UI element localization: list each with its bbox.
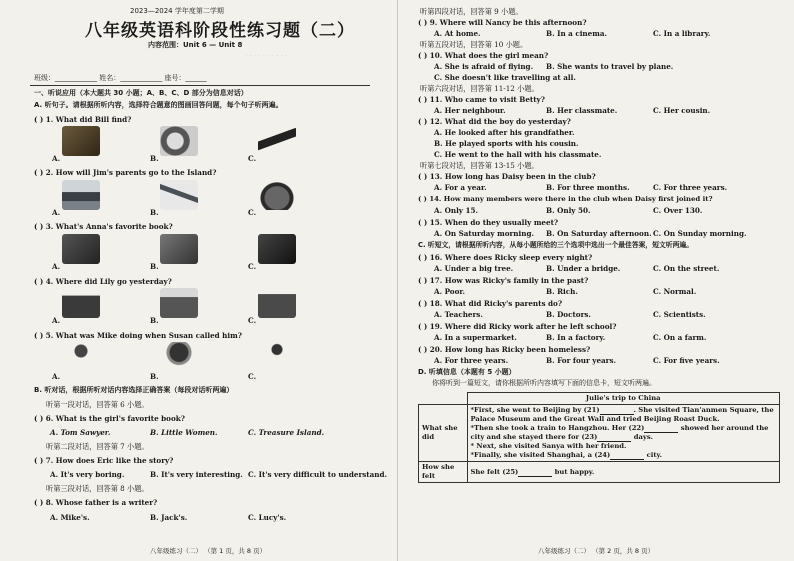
school-year: 2023—2024 学年度第二学期	[130, 7, 224, 15]
q1-option-a: A.	[52, 154, 61, 163]
q7-option-b: B. It's very interesting.	[150, 470, 243, 479]
q17-option-a: A. Poor.	[434, 287, 466, 296]
q19-option-a: A. In a supermarket.	[434, 333, 517, 342]
q8-option-b: B. Jack's.	[150, 513, 188, 522]
how-she-felt-cell: She felt (25) but happy.	[467, 462, 780, 483]
page-footer-left: 八年级练习（二） （第 1 页，共 8 页）	[150, 547, 267, 555]
page-title: 八年级英语科阶段性练习题（二）	[85, 21, 355, 41]
book-cover-a-image	[62, 234, 100, 264]
restaurant-image	[258, 288, 296, 318]
boy-reading-image	[160, 342, 198, 372]
question-8: ( ) 8. Whose father is a writer?	[34, 498, 158, 507]
bookstore-image	[62, 288, 100, 318]
question-1: ( ) 1. What did Bill find?	[34, 115, 132, 124]
q20-option-b: B. For four years.	[546, 356, 617, 365]
what-she-did-cell: *First, she went to Beijing by (21) . She visited Tian'anmen Square, the Palace Museum and the Great Wall and tried Beijing Roast Duck. *Then she took a train to Hangzhou. Her (22) showed her around the city and she stayed there for (23) days. * Next, she visited Sanya with her friend. *Finally, she visited Shanghai, a (24) city.	[467, 405, 780, 462]
gun-image	[258, 126, 296, 156]
header-rule	[30, 85, 370, 86]
bleed-through: . . . . . . . . . .	[245, 50, 288, 58]
dialog-1-instruction: 听第一段对话，回答第 6 小题。	[46, 400, 149, 409]
q10-option-a: A. She is afraid of flying.	[434, 62, 534, 71]
q15-option-a: A. On Saturday morning.	[434, 229, 535, 238]
q13-option-b: B. For three months.	[546, 183, 630, 192]
q4-option-c: C.	[248, 316, 257, 325]
question-15: ( ) 15. When do they usually meet?	[418, 218, 559, 227]
info-card-title: Julie's trip to China	[467, 393, 780, 405]
q2-option-c: C.	[248, 208, 257, 217]
page-right	[397, 0, 794, 561]
q18-option-b: B. Doctors.	[546, 310, 591, 319]
book-cover-b-image	[160, 234, 198, 264]
q10-option-c: C. She doesn't like travelling at all.	[434, 73, 576, 82]
q19-option-b: B. In a factory.	[546, 333, 606, 342]
q14-option-b: B. Only 50.	[546, 206, 591, 215]
question-3: ( ) 3. What's Anna's favorite book?	[34, 222, 173, 231]
question-10: ( ) 10. What does the girl mean?	[418, 51, 549, 60]
q9-option-c: C. In a library.	[653, 29, 711, 38]
plane-image	[160, 180, 198, 210]
question-12: ( ) 12. What did the boy do yesterday?	[418, 117, 571, 126]
row-label-what-she-did: What she did	[419, 405, 468, 462]
q11-option-b: B. Her classmate.	[546, 106, 618, 115]
q6-option-a: A. Tom Sawyer.	[50, 428, 111, 437]
boy-sleeping-image	[62, 342, 100, 372]
q12-option-a: A. He looked after his grandfather.	[434, 128, 575, 137]
blank-23[interactable]	[597, 434, 631, 442]
dialog-4-instruction: 听第四段对话，回答第 9 小题。	[420, 7, 523, 16]
q3-option-c: C.	[248, 262, 257, 271]
partA-title: A. 听句子。请根据所听内容，选择符合题意的图画回答问题，每个句子听两遍。	[34, 101, 283, 109]
partB-title: B. 听对话，根据所听对话内容选择正确答案（每段对话听两遍）	[34, 386, 234, 394]
boy-playing-image	[258, 342, 296, 372]
cd-discs-image	[160, 126, 198, 156]
section1-title: 一、听说应用（本大题共 30 小题；A、B、C、D 部分为信息对话）	[34, 89, 248, 97]
question-16: ( ) 16. Where does Ricky sleep every night?	[418, 253, 593, 262]
q3-option-a: A.	[52, 262, 61, 271]
q16-option-a: A. Under a big tree.	[434, 264, 514, 273]
page-footer-right: 八年级练习（二） （第 2 页，共 8 页）	[538, 547, 655, 555]
q15-option-c: C. On Sunday morning.	[653, 229, 747, 238]
q13-option-a: A. For a year.	[434, 183, 487, 192]
q7-option-c: C. It's very difficult to understand.	[248, 470, 388, 479]
q18-option-c: C. Scientists.	[653, 310, 706, 319]
movies-image	[160, 288, 198, 318]
q1-option-b: B.	[150, 154, 159, 163]
q19-option-c: C. On a farm.	[653, 333, 707, 342]
dialog-5-instruction: 听第五段对话，回答第 10 小题。	[420, 40, 528, 49]
q2-option-a: A.	[52, 208, 61, 217]
q14-option-a: A. Only 15.	[434, 206, 478, 215]
q3-option-b: B.	[150, 262, 159, 271]
question-4: ( ) 4. Where did Lily go yesterday?	[34, 277, 172, 286]
question-17: ( ) 17. How was Ricky's family in the past?	[418, 276, 589, 285]
q11-option-a: A. Her neighbour.	[434, 106, 506, 115]
q15-option-b: B. On Saturday afternoon.	[546, 229, 652, 238]
q9-option-b: B. In a cinema.	[546, 29, 607, 38]
q2-option-b: B.	[150, 208, 159, 217]
question-14: ( ) 14. How many members were there in the club when Daisy first joined it?	[418, 195, 713, 203]
q9-option-a: A. At home.	[434, 29, 481, 38]
partC-title: C. 听短文，请根据所听内容，从每小题所给的三个选项中选出一个最佳答案，短文听两遍。	[418, 241, 694, 249]
row-label-how-she-felt: How she felt	[419, 462, 468, 483]
q5-option-a: A.	[52, 372, 61, 381]
q13-option-c: C. For three years.	[653, 183, 728, 192]
q1-option-c: C.	[248, 154, 257, 163]
dialog-7-instruction: 听第七段对话，回答第 13-15 小题。	[420, 161, 539, 170]
q10-option-b: B. She wants to travel by plane.	[546, 62, 674, 71]
q7-option-a: A. It's very boring.	[50, 470, 125, 479]
dialog-2-instruction: 听第二段对话，回答第 7 小题。	[46, 442, 149, 451]
question-6: ( ) 6. What is the girl's favorite book?	[34, 414, 185, 423]
q12-option-b: B. He played sports with his cousin.	[434, 139, 579, 148]
question-2: ( ) 2. How will Jim's parents go to the Island?	[34, 168, 217, 177]
q11-option-c: C. Her cousin.	[653, 106, 711, 115]
question-13: ( ) 13. How long has Daisy been in the club?	[418, 172, 596, 181]
q17-option-b: B. Rich.	[546, 287, 578, 296]
content-scope: 内容范围：Unit 6 — Unit 8	[148, 41, 243, 49]
q20-option-a: A. For three years.	[434, 356, 509, 365]
q14-option-c: C. Over 130.	[653, 206, 703, 215]
question-18: ( ) 18. What did Ricky's parents do?	[418, 299, 563, 308]
info-card-table	[418, 392, 780, 483]
blank-24[interactable]	[610, 452, 644, 460]
q16-option-b: B. Under a bridge.	[546, 264, 621, 273]
blank-25[interactable]	[518, 469, 552, 477]
car-image	[258, 180, 296, 210]
book-cover-c-image	[258, 234, 296, 264]
question-11: ( ) 11. Who came to visit Betty?	[418, 95, 545, 104]
q8-option-a: A. Mike's.	[50, 513, 90, 522]
q12-option-c: C. He went to the hall with his classmate.	[434, 150, 602, 159]
question-5: ( ) 5. What was Mike doing when Susan called him?	[34, 331, 242, 340]
q16-option-c: C. On the street.	[653, 264, 720, 273]
q4-option-b: B.	[150, 316, 159, 325]
q20-option-c: C. For five years.	[653, 356, 720, 365]
q4-option-a: A.	[52, 316, 61, 325]
ship-image	[62, 180, 100, 210]
partD-title: D. 听填信息（本题有 5 小题）	[418, 368, 516, 376]
dialog-3-instruction: 听第三段对话，回答第 8 小题。	[46, 484, 149, 493]
q17-option-c: C. Normal.	[653, 287, 697, 296]
blank-22[interactable]	[644, 425, 678, 433]
q6-option-b: B. Little Women.	[150, 428, 218, 437]
student-info-line: 班级：____________ 姓名：____________ 座号：______	[34, 74, 207, 82]
treasure-chest-image	[62, 126, 100, 156]
question-7: ( ) 7. How does Eric like the story?	[34, 456, 174, 465]
q5-option-b: B.	[150, 372, 159, 381]
question-9: ( ) 9. Where will Nancy be this afternoon?	[418, 18, 587, 27]
question-20: ( ) 20. How long has Ricky been homeless?	[418, 345, 591, 354]
blank-21[interactable]	[600, 407, 634, 415]
q6-option-c: C. Treasure Island.	[248, 428, 325, 437]
dialog-6-instruction: 听第六段对话，回答第 11-12 小题。	[420, 84, 539, 93]
partD-description: 你将听到一篇短文，请你根据所听内容填写下面的信息卡，短文听两遍。	[432, 379, 656, 387]
q8-option-c: C. Lucy's.	[248, 513, 287, 522]
q5-option-c: C.	[248, 372, 257, 381]
question-19: ( ) 19. Where did Ricky work after he left school?	[418, 322, 617, 331]
q18-option-a: A. Teachers.	[434, 310, 483, 319]
